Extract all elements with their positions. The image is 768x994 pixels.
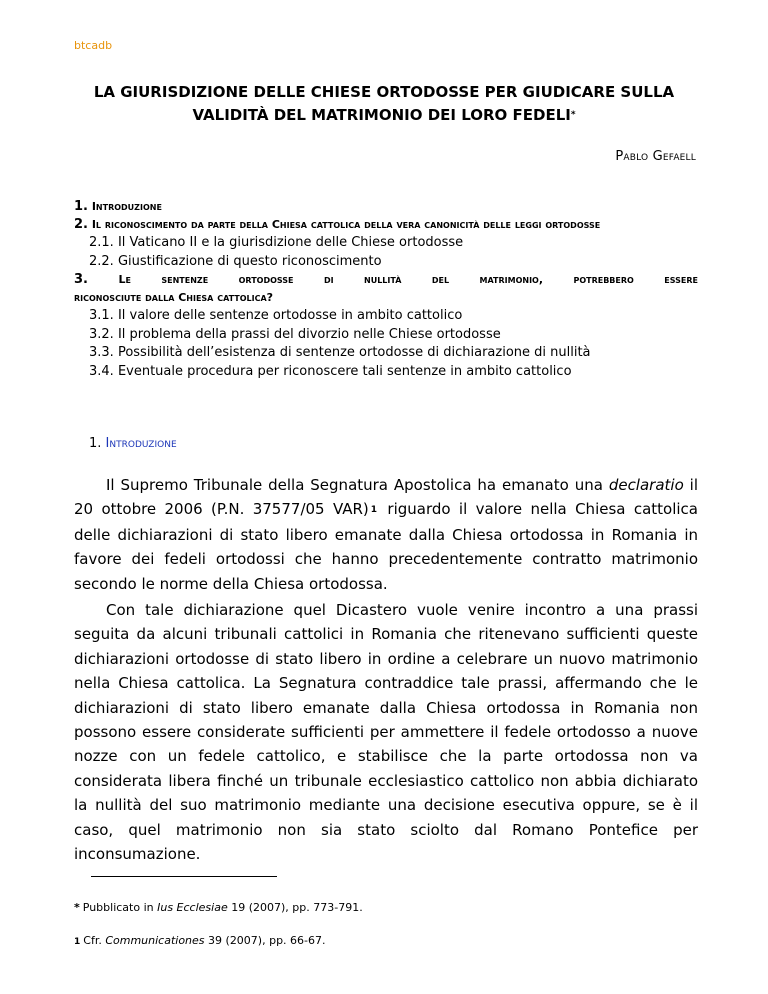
title-line-2: VALIDITÀ DEL MATRIMONIO DEI LORO FEDELI* — [192, 106, 576, 124]
footnote-divider — [91, 876, 277, 877]
footnote-1: 1 Cfr. Communicationes 39 (2007), pp. 66-67. — [74, 934, 326, 947]
toc-subsection-3-2[interactable]: 3.2. Il problema della prassi del divorzio nelle Chiese ortodosse — [89, 326, 501, 342]
title-footnote-marker[interactable]: * — [570, 110, 576, 120]
title-line-1: LA GIURISDIZIONE DELLE CHIESE ORTODOSSE PER GIUDICARE SULLA — [93, 83, 675, 101]
section-heading-introduzione[interactable]: 1. Introduzione — [89, 436, 177, 451]
author-name: Pablo Gefaell — [615, 149, 696, 164]
toc-subsection-3-3[interactable]: 3.3. Possibilità dell’esistenza di sentenze ortodosse di dichiarazione di nullità — [89, 345, 591, 361]
footnote-ref-1[interactable]: 1 — [370, 505, 378, 516]
toc-subsection-3-4[interactable]: 3.4. Eventuale procedura per riconoscere tali sentenze in ambito cattolico — [89, 363, 572, 379]
body-paragraph-2: Con tale dichiarazione quel Dicastero vuole venire incontro a una prassi seguita da alcuni tribunali cattolici in Romania che ritenevano sufficienti queste dichiarazioni ortodosse di stato libero in ordine a celebrare un nuovo matrimonio nella Chiesa cattolica. La Segnatura contraddice tale prassi, affermando che le dichiarazioni di stato libero emanate dalla Chiesa ortodossa in Romania non possono essere considerate sufficienti per ammettere il fedele ortodosso a nuove nozze con un fedele cattolico, e stabilisce che la parte ortodossa non va considerata libera finché un tribunale ecclesiastico cattolico non abbia dichiarato la nullità del suo matrimonio mediante una decisione esecutiva oppure, se è il caso, quel matrimonio non sia stato sciolto dal Romano Pontefice per inconsumazione. — [74, 601, 698, 864]
footnote-star: * Pubblicato in Ius Ecclesiae 19 (2007), pp. 773-791. — [74, 901, 363, 914]
toc-subsection-2-2[interactable]: 2.2. Giustificazione di questo riconoscimento — [89, 253, 382, 269]
toc-subsection-3-1[interactable]: 3.1. Il valore delle sentenze ortodosse in ambito cattolico — [89, 308, 463, 324]
document-title — [70, 81, 698, 127]
toc-section-1[interactable]: 1. Introduzione — [74, 199, 162, 214]
toc-subsection-2-1[interactable]: 2.1. Il Vaticano II e la giurisdizione delle Chiese ortodosse — [89, 235, 464, 250]
table-of-contents — [74, 198, 698, 382]
toc-section-3-cont[interactable]: riconosciute dalla Chiesa cattolica? — [74, 291, 274, 305]
site-brand[interactable]: btcadb — [74, 39, 113, 52]
body-paragraph-1: Il Supremo Tribunale della Segnatura Apostolica ha emanato una declaratio il 20 ottobre 2006 (P.N. 37577/05 VAR) 1 riguardo il valore nella Chiesa cattolica delle dichiarazioni di stato libero emanate dalla Chiesa ortodossa in Romania in favore dei fedeli ortodossi che hanno precedentemente contratto matrimonio secondo le norme della Chiesa ortodossa. — [74, 476, 698, 593]
toc-section-3[interactable]: 3. Le sentenze ortodosse di nullità del matrimonio, potrebbero essere — [74, 272, 698, 288]
toc-section-2[interactable]: 2. Il riconoscimento da parte della Chiesa cattolica della vera canonicità delle leggi ortodosse — [74, 217, 601, 232]
